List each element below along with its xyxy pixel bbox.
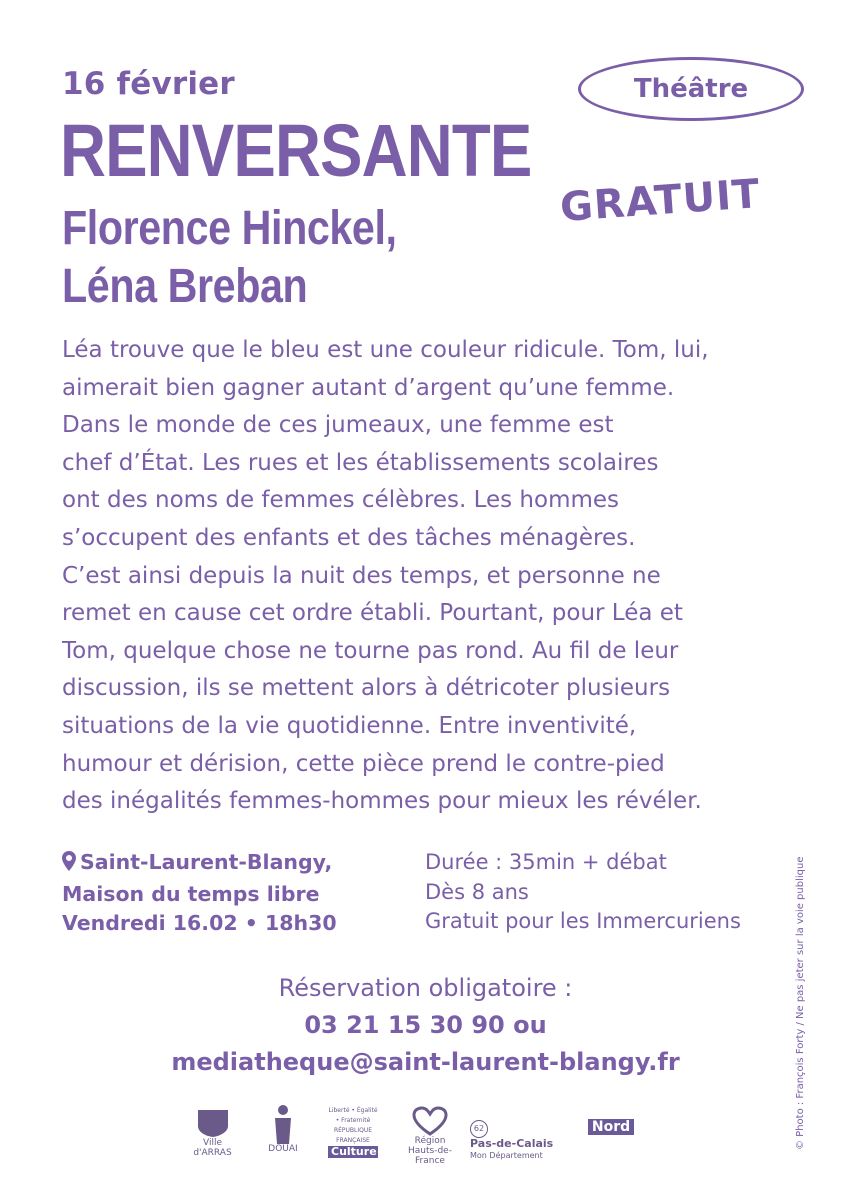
logo-pas-de-calais: 62 Pas-de-Calais Mon Département: [470, 1120, 570, 1161]
logo-region: Région Hauts-de-France: [402, 1106, 458, 1166]
location-venue: Maison du temps libre: [62, 881, 320, 906]
partner-logos: [190, 1100, 650, 1170]
event-authors: [62, 200, 397, 316]
location-datetime: Vendredi 16.02 • 18h30: [62, 911, 337, 935]
category-badge: [578, 57, 804, 121]
logo-arras: Ville d'ARRAS: [190, 1108, 235, 1158]
event-title: RENVERSANTE: [60, 109, 532, 192]
free-badge: GRATUIT: [558, 171, 762, 231]
detail-price: Gratuit pour les Immercuriens: [425, 909, 741, 933]
author-1: Florence Hinckel,: [62, 202, 397, 255]
photo-credit: © Photo : François Forty / Ne pas jeter sur la voie publique: [795, 856, 806, 1150]
event-date: 16 février: [62, 66, 235, 102]
category-label: Théâtre: [633, 74, 749, 104]
location-city: Saint-Laurent-Blangy,: [80, 850, 333, 874]
reservation-email[interactable]: mediatheque@saint-laurent-blangy.fr: [171, 1048, 680, 1076]
detail-duration: Durée : 35min + débat: [425, 850, 667, 874]
region-heart-icon: [412, 1106, 448, 1136]
logo-nord: Nord: [585, 1122, 637, 1134]
detail-age: Dès 8 ans: [425, 879, 529, 904]
location-block: [62, 848, 392, 939]
reservation-label: Réservation obligatoire :: [278, 974, 573, 1002]
location-pin-icon: [62, 850, 76, 880]
logo-douai: DOUAI: [262, 1104, 304, 1154]
reservation-block: [0, 970, 851, 1081]
logo-culture: Liberté • Égalité • Fraternité RÉPUBLIQUE FRANÇAISE Culture: [328, 1107, 378, 1158]
douai-figure-icon: [270, 1104, 296, 1144]
event-description: Léa trouve que le bleu est une couleur ridicule. Tom, lui, aimerait bien gagner autant d’argent qu’une femme. Dans le monde de ces jumeaux, une femme est chef d’État. Les rues et les établissements scolaires ont des noms de femmes célèbres. Les hommes s’occupent des enfants et des tâches ménagères. C’est ainsi depuis la nuit des temps, et personne ne remet en cause cet ordre établi. Pourtant, pour Léa et Tom, quelque chose ne tourne pas rond. Au fil de leur discussion, ils se mettent alors à détricoter plusieurs situations de la vie quotidienne. Entre inventivité, humour et dérision, cette pièce prend le contre-pied des inégalités femmes-hommes pour mieux les révéler.: [62, 337, 709, 815]
reservation-phone[interactable]: 03 21 15 30 90 ou: [304, 1011, 547, 1039]
details-block: [425, 848, 805, 937]
arras-emblem-icon: [194, 1108, 232, 1138]
author-2: Léna Breban: [62, 260, 308, 313]
